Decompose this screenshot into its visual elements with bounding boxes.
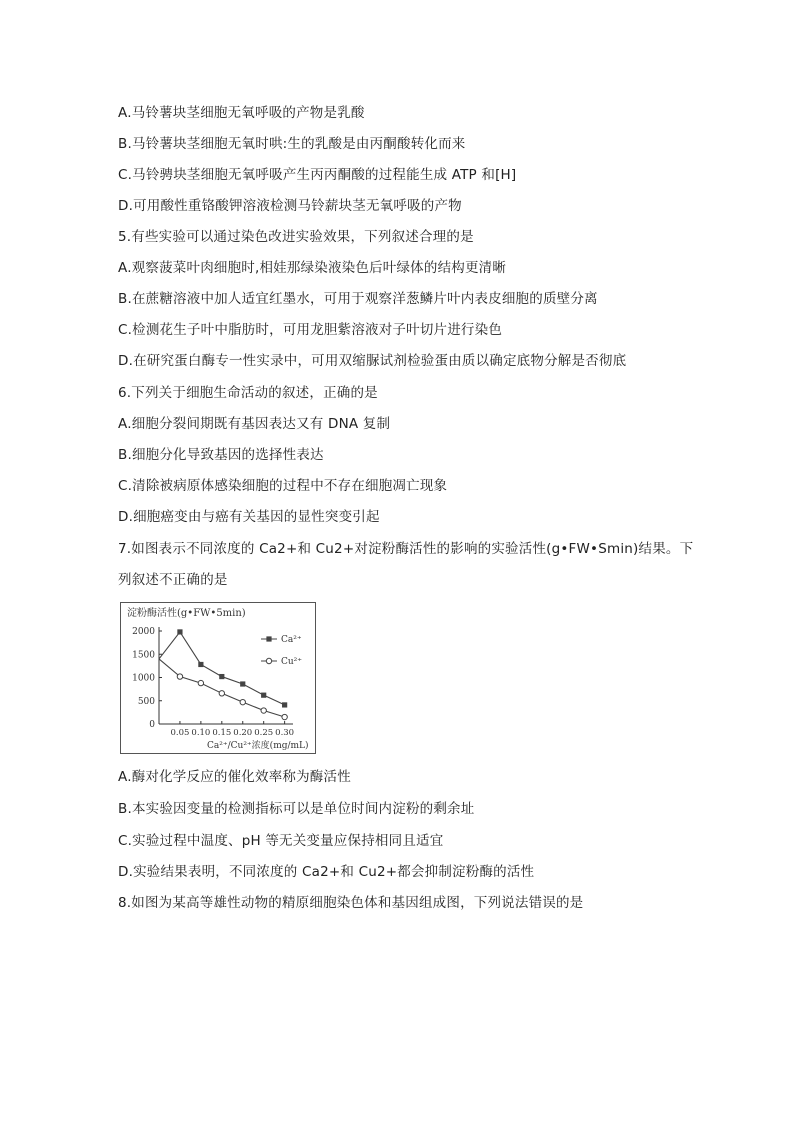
- x-tick-label: 0.15: [212, 728, 232, 738]
- legend-label: Cu²⁺: [281, 657, 303, 667]
- series-point-ca: [261, 693, 266, 698]
- series-point-ca: [219, 674, 224, 679]
- legend-marker-cu: [266, 658, 271, 663]
- legend-label: Ca²⁺: [281, 635, 302, 645]
- enzyme-activity-chart: [120, 602, 316, 754]
- question-5: 5.有些实验可以通过染色改进实验效果，下列叙述合理的是: [118, 229, 474, 245]
- option-5a: A.观察菠菜叶肉细胞时,相娃那绿染液染色后叶绿体的结构更清晰: [118, 260, 507, 276]
- option-7d: D.实验结果表明，不同浓度的 Ca2+和 Cu2+都会抑制淀粉酶的活性: [118, 864, 535, 880]
- option-6c: C.清除被病原体感染细胞的过程中不存在细胞凋亡现象: [118, 478, 448, 494]
- x-tick-label: 0.25: [254, 728, 274, 738]
- y-tick-label: 1000: [132, 673, 155, 684]
- option-7b: B.本实验因变量的检测指标可以是单位时间内淀粉的剩余址: [118, 801, 475, 817]
- series-point-cu: [219, 691, 224, 696]
- y-tick-label: 0: [149, 720, 155, 730]
- series-point-ca: [198, 662, 203, 667]
- series-point-cu: [282, 714, 287, 719]
- series-point-ca: [282, 702, 287, 707]
- x-tick-label: 0.20: [233, 728, 253, 738]
- option-4b: B.马铃薯块茎细胞无氧时哄:生的乳酸是由丙酮酸转化而来: [118, 136, 466, 152]
- x-tick-label: 0.30: [275, 728, 295, 738]
- chart-title: 淀粉酶活性(g•FW•5min): [127, 608, 246, 619]
- option-4a: A.马铃薯块茎细胞无氧呼吸的产物是乳酸: [118, 105, 365, 121]
- option-6d: D.细胞癌变由与癌有关基因的显性突变引起: [118, 509, 380, 525]
- y-tick-label: 2000: [132, 627, 155, 637]
- question-8: 8.如图为某高等雄性动物的精原细胞染色体和基因组成图，下列说法错误的是: [118, 895, 584, 911]
- series-point-cu: [177, 674, 182, 679]
- option-6b: B.细胞分化导致基因的选择性表达: [118, 447, 324, 463]
- y-tick-label: 500: [137, 696, 155, 707]
- option-6a: A.细胞分裂间期既有基因表达又有 DNA 复制: [118, 416, 391, 432]
- y-tick-label: 1500: [132, 650, 155, 661]
- series-point-cu: [198, 680, 203, 685]
- series-point-ca: [177, 629, 182, 634]
- legend-marker-ca: [266, 636, 271, 641]
- option-7c: C.实验过程中温度、pH 等无关变量应保持相同且适宜: [118, 833, 444, 849]
- chart-svg: [121, 603, 315, 753]
- x-axis-label: Ca²⁺/Cu²⁺浓度(mg/mL): [207, 741, 309, 751]
- series-point-cu: [240, 699, 245, 704]
- question-7-cont: 列叙述不正确的是: [118, 572, 228, 588]
- option-5b: B.在蔗糖溶液中加人适宜红墨水，可用于观察洋葱鳞片叶内表皮细胞的质壁分离: [118, 291, 598, 307]
- series-point-ca: [240, 681, 245, 686]
- question-6: 6.下列关于细胞生命活动的叙述，正确的是: [118, 385, 378, 401]
- x-tick-label: 0.05: [170, 728, 190, 738]
- series-point-cu: [261, 708, 266, 713]
- option-4d: D.可用酸性重铬酸钾溶液检测马铃薪块茎无氧呼吸的产物: [118, 198, 462, 214]
- option-5c: C.检测花生子叶中脂肪时，可用龙胆紫溶液对子叶切片进行染色: [118, 322, 503, 338]
- option-7a: A.酶对化学反应的催化效率称为酶活性: [118, 769, 351, 785]
- option-4c: C.马铃骋块茎细胞无氧呼吸产生丙丙酮酸的过程能生成 ATP 和[H]: [118, 167, 517, 183]
- option-5d: D.在研究蛋白酶专一性实录中，可用双缩脲试剂检验蛋由质以确定底物分解是否彻底: [118, 353, 627, 369]
- x-tick-label: 0.10: [191, 728, 211, 738]
- question-7: 7.如图表示不同浓度的 Ca2+和 Cu2+对淀粉酶活性的影响的实验活性(g•FW•Smin)结果。下: [118, 541, 694, 557]
